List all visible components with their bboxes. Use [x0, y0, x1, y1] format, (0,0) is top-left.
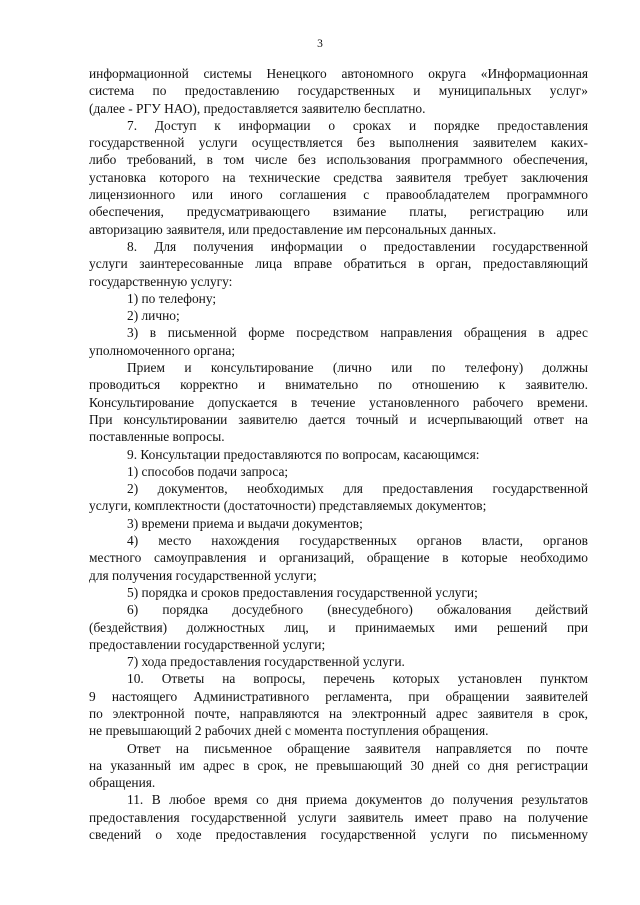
text-line: на указанный им адрес в срок, не превышающий 30 дней со дня регистрации	[89, 757, 588, 773]
text-line: 3) в письменной форме посредством направления обращения в адрес	[127, 325, 588, 341]
text-line: (далее - РГУ НАО), предоставляется заявителю бесплатно.	[89, 100, 426, 116]
text-line: лицензионного или иного соглашения с правообладателем программного	[89, 187, 588, 203]
text-line: 7. Доступ к информации о сроках и порядке предоставления	[127, 117, 588, 133]
text-line: Прием и консультирование (лично или по телефону) должны	[127, 360, 588, 376]
text-line: не превышающий 2 рабочих дней с момента поступления обращения.	[89, 723, 489, 739]
text-line: (бездействия) должностных лиц, и принимаемых ими решений при	[89, 619, 588, 635]
text-line: Консультирование допускается в течение установленного рабочего времени.	[89, 394, 588, 410]
text-line: 5) порядка и сроков предоставления государственной услуги;	[127, 584, 478, 600]
text-line: услуги, комплектности (достаточности) представляемых документов;	[89, 498, 487, 514]
text-line: 6) порядка досудебного (внесудебного) обжалования действий	[127, 602, 588, 618]
text-line: авторизацию заявителя, или предоставление им персональных данных.	[89, 221, 497, 237]
text-line: по электронной почте, направляются на электронный адрес заявителя в срок,	[89, 705, 588, 721]
document-body	[89, 65, 588, 843]
text-line: 8. Для получения информации о предоставлении государственной	[127, 238, 588, 254]
text-line: 7) хода предоставления государственной услуги.	[127, 654, 405, 670]
text-line: проводиться корректно и внимательно по отношению к заявителю.	[89, 377, 588, 393]
text-line: сведений о ходе предоставления государственной услуги по письменному	[89, 827, 588, 843]
text-line: система по предоставлению государственных и муниципальных услуг»	[89, 83, 588, 99]
text-line: предоставления государственной услуги заявитель имеет право на получение	[89, 809, 588, 825]
text-line: 9. Консультации предоставляются по вопросам, касающимся:	[127, 446, 480, 462]
text-line: 10. Ответы на вопросы, перечень которых установлен пунктом	[127, 671, 588, 687]
text-line: 1) по телефону;	[127, 290, 217, 306]
text-line: государственную услугу:	[89, 273, 233, 289]
text-line: 2) документов, необходимых для предоставления государственной	[127, 481, 588, 497]
text-line: обращения.	[89, 775, 156, 791]
text-line: 9 настоящего Административного регламента, при обращении заявителей	[89, 688, 588, 704]
text-line: поставленные вопросы.	[89, 429, 225, 445]
text-line: установка которого на технические средства заявителя требует заключения	[89, 169, 588, 185]
text-line: обеспечения, предусматривающего взимание платы, регистрацию или	[89, 204, 588, 220]
text-line: 1) способов подачи запроса;	[127, 463, 289, 479]
text-line: услуги заинтересованные лица вправе обратиться в орган, предоставляющий	[89, 256, 588, 272]
text-line: предоставлении государственной услуги;	[89, 636, 326, 652]
text-line: для получения государственной услуги;	[89, 567, 317, 583]
text-line: государственной услуги осуществляется без выполнения заявителем каких-	[89, 135, 588, 151]
text-line: 2) лично;	[127, 308, 180, 324]
page-number: 3	[317, 38, 323, 50]
text-line: уполномоченного органа;	[89, 342, 236, 358]
text-line: Ответ на письменное обращение заявителя направляется по почте	[127, 740, 588, 756]
text-line: При консультировании заявителю дается точный и исчерпывающий ответ на	[89, 411, 588, 427]
text-line: 11. В любое время со дня приема документов до получения результатов	[127, 792, 588, 808]
text-line: информационной системы Ненецкого автономного округа «Информационная	[89, 66, 588, 81]
text-line: 3) времени приема и выдачи документов;	[127, 515, 363, 531]
text-line: либо требований, в том числе без использования программного обеспечения,	[89, 152, 588, 168]
text-line: местного самоуправления и организаций, обращение в которые необходимо	[89, 550, 588, 566]
text-line: 4) место нахождения государственных органов власти, органов	[127, 533, 588, 549]
